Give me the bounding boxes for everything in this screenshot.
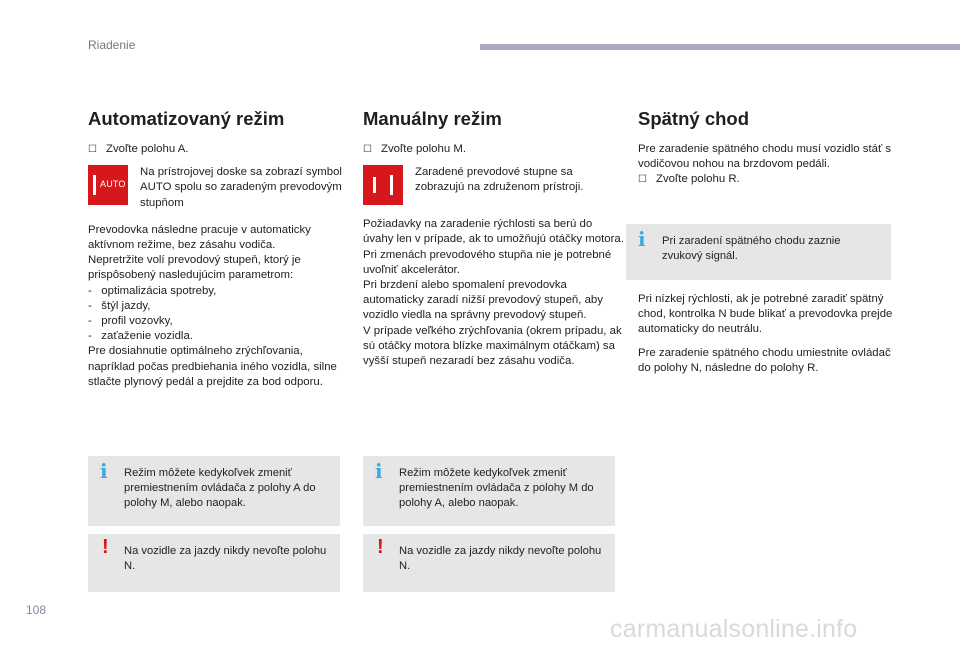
auto-indicator-block — [88, 165, 350, 211]
warning-note — [363, 534, 615, 592]
bullet-step — [88, 142, 350, 157]
paragraph: Pri nízkej rýchlosti, ak je potrebné zaradiť spätný chod, kontrolka N bude blikať a prevodovka prejde automaticky do neutrálu. — [638, 293, 893, 336]
warning-note-text: Na vozidle za jazdy nikdy nevoľte polohu N. — [124, 545, 327, 573]
gear-indicator-block — [363, 165, 625, 205]
page-number: 108 — [26, 603, 47, 617]
list-item: - optimalizácia spotreby, — [88, 284, 217, 297]
list-item: - profil vozovky, — [88, 315, 173, 328]
parameter-list — [88, 284, 350, 345]
info-note — [626, 224, 891, 280]
info-note-text: Režim môžete kedykoľvek zmeniť premiestnením ovládača z polohy M do polohy A, alebo naopak. — [399, 467, 594, 510]
paragraph: Prevodovka následne pracuje v automaticky aktívnom režime, bez zásahu vodiča. — [88, 223, 311, 252]
heading-reverse: Spätný chod — [638, 108, 750, 129]
column-reverse-lower — [638, 292, 900, 384]
warning-icon: ! — [102, 536, 109, 558]
bullet-text: Zvoľte polohu M. — [381, 143, 466, 155]
info-note-text: Režim môžete kedykoľvek zmeniť premiestnením ovládača z polohy A do polohy M, alebo naopak. — [124, 467, 316, 510]
paragraph: Pri brzdení alebo spomalení prevodovka automaticky zaradí nižší prevodový stupeň, aby vozidlo viedla na správny prevodový stupeň. — [363, 279, 603, 322]
info-icon: i — [375, 459, 383, 483]
paragraph: Pri zmenách prevodového stupňa nie je potrebné uvoľniť akcelerátor. — [363, 248, 612, 276]
gear-indicator-icon — [363, 165, 403, 205]
heading-manual-mode: Manuálny režim — [363, 108, 502, 129]
gear-indicator-text: Zaradené prevodové stupne sa zobrazujú na združenom prístroji. — [415, 166, 584, 194]
list-item: - zaťaženie vozidla. — [88, 330, 193, 343]
checkbox-icon: ☐ — [638, 174, 647, 186]
info-note — [363, 456, 615, 526]
bullet-text: Zvoľte polohu A. — [106, 143, 189, 155]
auto-indicator-icon — [88, 165, 128, 205]
bullet-step — [638, 172, 900, 187]
warning-note-text: Na vozidle za jazdy nikdy nevoľte polohu N. — [399, 545, 602, 573]
list-item: - štýl jazdy, — [88, 299, 151, 312]
bullet-text: Zvoľte polohu R. — [656, 173, 740, 186]
warning-note — [88, 534, 340, 592]
bullet-step — [363, 142, 625, 157]
paragraph: Pre dosiahnutie optimálneho zrýchľovania, napríklad počas predbiehania iného vozidla, silne stlačte plynový pedál a prejdite za bod odporu. — [88, 345, 337, 388]
header-bar — [480, 44, 960, 50]
watermark: carmanualsonline.info — [610, 615, 858, 643]
checkbox-icon: ☐ — [363, 144, 372, 155]
info-note — [88, 456, 340, 526]
column-manual-mode — [363, 108, 625, 369]
info-icon: i — [100, 459, 108, 483]
paragraph: Nepretržite volí prevodový stupeň, ktorý je prispôsobený nasledujúcim parametrom: — [88, 254, 301, 282]
column-reverse — [638, 108, 900, 196]
heading-automatic-mode: Automatizovaný režim — [88, 108, 285, 129]
warning-icon: ! — [377, 536, 384, 558]
paragraph: Pre zaradenie spätného chodu musí vozidlo stáť s vodičovou nohou na brzdovom pedáli. — [638, 143, 892, 171]
paragraph: Požiadavky na zaradenie rýchlosti sa berú do úvahy len v prípade, ak to umožňujú otáčky motora. — [363, 218, 624, 246]
column-automatic-mode — [88, 108, 350, 390]
auto-label: AUTO — [100, 179, 126, 190]
paragraph: Pre zaradenie spätného chodu umiestnite ovládač do polohy N, následne do polohy R. — [638, 346, 891, 374]
checkbox-icon: ☐ — [88, 144, 97, 155]
auto-indicator-text: Na prístrojovej doske sa zobrazí symbol AUTO spolu so zaradeným prevodovým stupňom — [140, 166, 342, 209]
info-icon: i — [638, 227, 646, 251]
paragraph: V prípade veľkého zrýchľovania (okrem prípadu, ak sú otáčky motora blízke maximálnym otáčkam) sa vyšší stupeň nezaradí bez zásahu vodiča. — [363, 324, 622, 368]
section-title: Riadenie — [88, 38, 136, 52]
info-note-text: Pri zaradení spätného chodu zaznie zvukový signál. — [662, 235, 841, 263]
